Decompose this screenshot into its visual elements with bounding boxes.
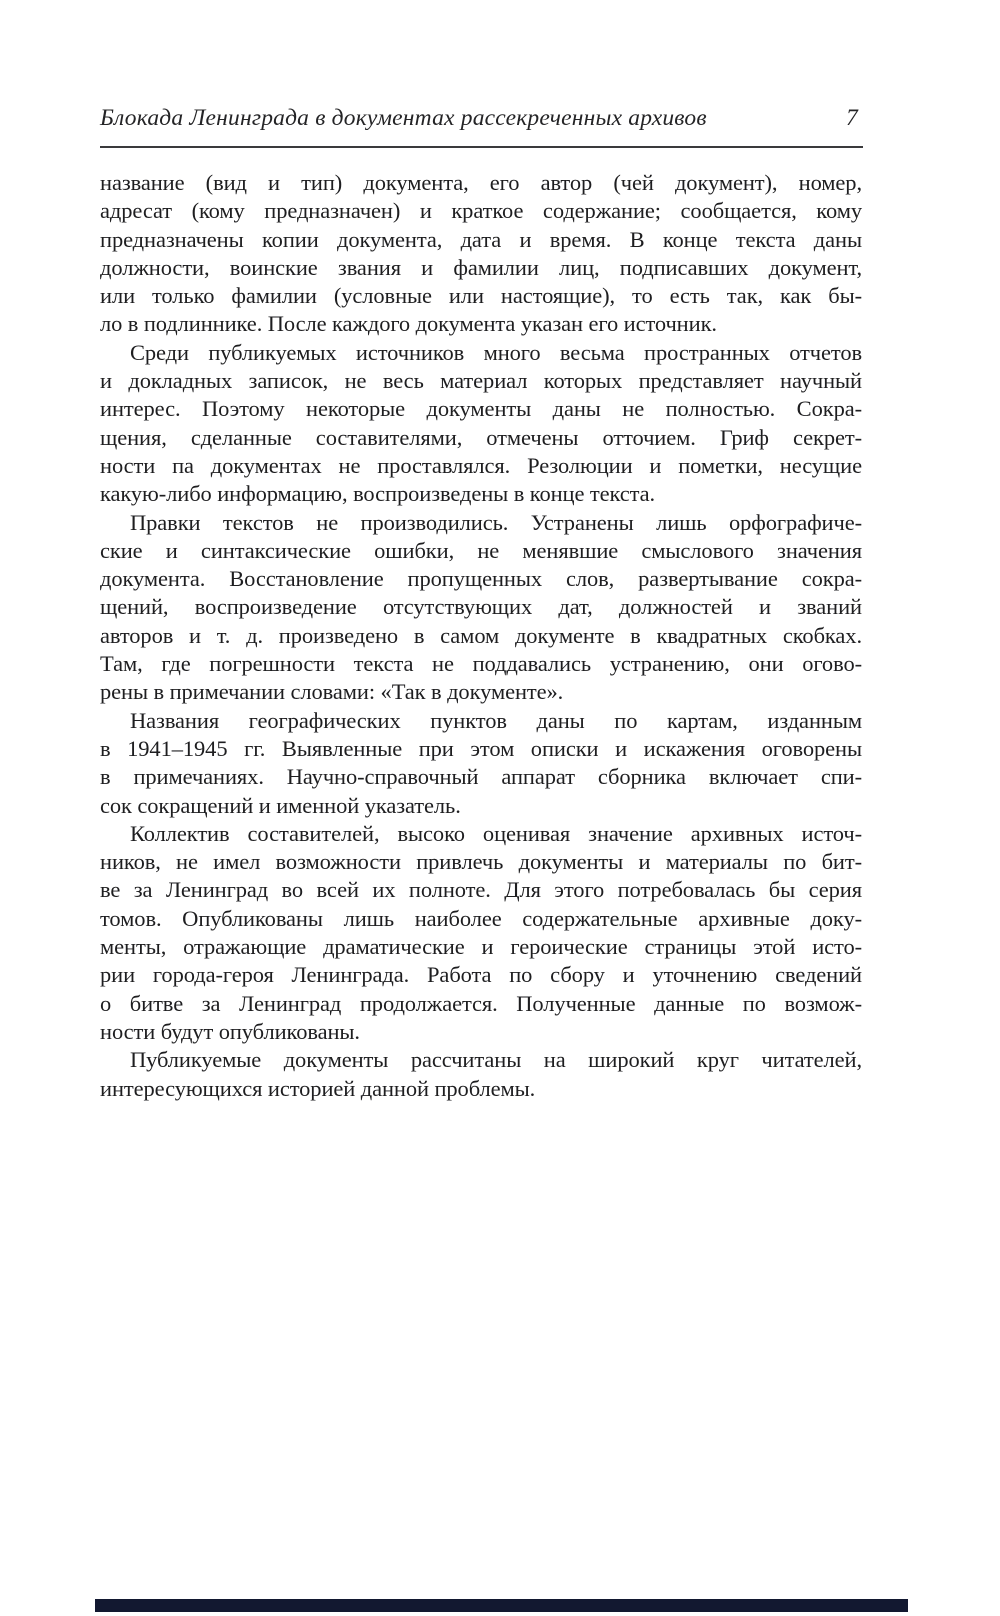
page-number: 7: [846, 105, 858, 131]
text-line: интересующихся историей данной проблемы.: [100, 1075, 536, 1101]
text-line: должности, воинские звания и фамилии лиц, подписавших документ,: [100, 254, 862, 280]
text-line: предназначены копии документа, дата и время. В конце текста даны: [100, 226, 862, 252]
text-line: рены в примечании словами: «Так в документе».: [100, 679, 564, 705]
text-line: ности будут опубликованы.: [100, 1018, 360, 1044]
text-line: и докладных записок, не весь материал которых представляет научный: [100, 368, 862, 394]
running-header: [100, 105, 862, 132]
text-line: Коллектив составителей, высоко оценивая значение архивных источ-: [130, 820, 862, 846]
text-line: Среди публикуемых источников много весьма пространных отчетов: [130, 339, 862, 365]
text-line: ников, не имел возможности привлечь документы и материалы по бит-: [100, 849, 862, 875]
text-line: ло в подлиннике. После каждого документа указан его источник.: [100, 311, 717, 337]
paragraph: [100, 707, 862, 820]
paragraph: [100, 169, 862, 339]
text-line: название (вид и тип) документа, его автор (чей документ), номер,: [100, 170, 862, 195]
text-line: какую-либо информацию, воспроизведены в конце текста.: [100, 481, 656, 507]
text-line: ве за Ленинград во всей их полноте. Для этого потребовалась бы серия: [100, 877, 862, 903]
running-title: Блокада Ленинграда в документах рассекреченных архивов: [100, 105, 707, 131]
text-line: сок сокращений и именной указатель.: [100, 792, 461, 818]
text-line: рии города-героя Ленинграда. Работа по сбору и уточнению сведений: [100, 962, 862, 988]
text-line: щения, сделанные составителями, отмечены отточием. Гриф секрет-: [100, 424, 862, 450]
paragraph: [100, 339, 862, 509]
text-line: Публикуемые документы рассчитаны на широкий круг читателей,: [130, 1047, 862, 1073]
text-line: или только фамилии (условные или настоящие), то есть так, как бы-: [100, 283, 862, 309]
text-line: в 1941–1945 гг. Выявленные при этом описки и искажения оговорены: [100, 735, 862, 761]
text-line: щений, воспроизведение отсутствующих дат, должностей и званий: [100, 594, 862, 620]
text-line: ности па документах не проставлялся. Резолюции и пометки, несущие: [100, 452, 862, 478]
text-line: Названия географических пунктов даны по картам, изданным: [130, 707, 862, 733]
header-rule: [100, 146, 863, 148]
text-line: авторов и т. д. произведено в самом документе в квадратных скобках.: [100, 622, 862, 648]
paragraph: [100, 509, 862, 707]
text-line: томов. Опубликованы лишь наиболее содержательные архивные доку-: [100, 905, 862, 931]
page-body: [100, 169, 862, 1103]
text-line: о битве за Ленинград продолжается. Полученные данные по возмож-: [100, 990, 862, 1016]
paragraph: [100, 1046, 862, 1103]
text-line: менты, отражающие драматические и героические страницы этой исто-: [100, 934, 862, 960]
text-line: Там, где погрешности текста не поддавались устранению, они огово-: [100, 651, 862, 677]
paragraph: [100, 820, 862, 1046]
text-line: интерес. Поэтому некоторые документы даны не полностью. Сокра-: [100, 396, 862, 422]
text-line: в примечаниях. Научно-справочный аппарат сборника включает спи-: [100, 764, 862, 790]
text-line: Правки текстов не производились. Устранены лишь орфографиче-: [130, 509, 862, 535]
scan-edge-bar: [95, 1599, 908, 1612]
text-line: адресат (кому предназначен) и краткое содержание; сообщается, кому: [100, 198, 862, 224]
text-line: ские и синтаксические ошибки, не менявшие смыслового значения: [100, 537, 862, 563]
text-line: документа. Восстановление пропущенных слов, развертывание сокра-: [100, 566, 862, 592]
